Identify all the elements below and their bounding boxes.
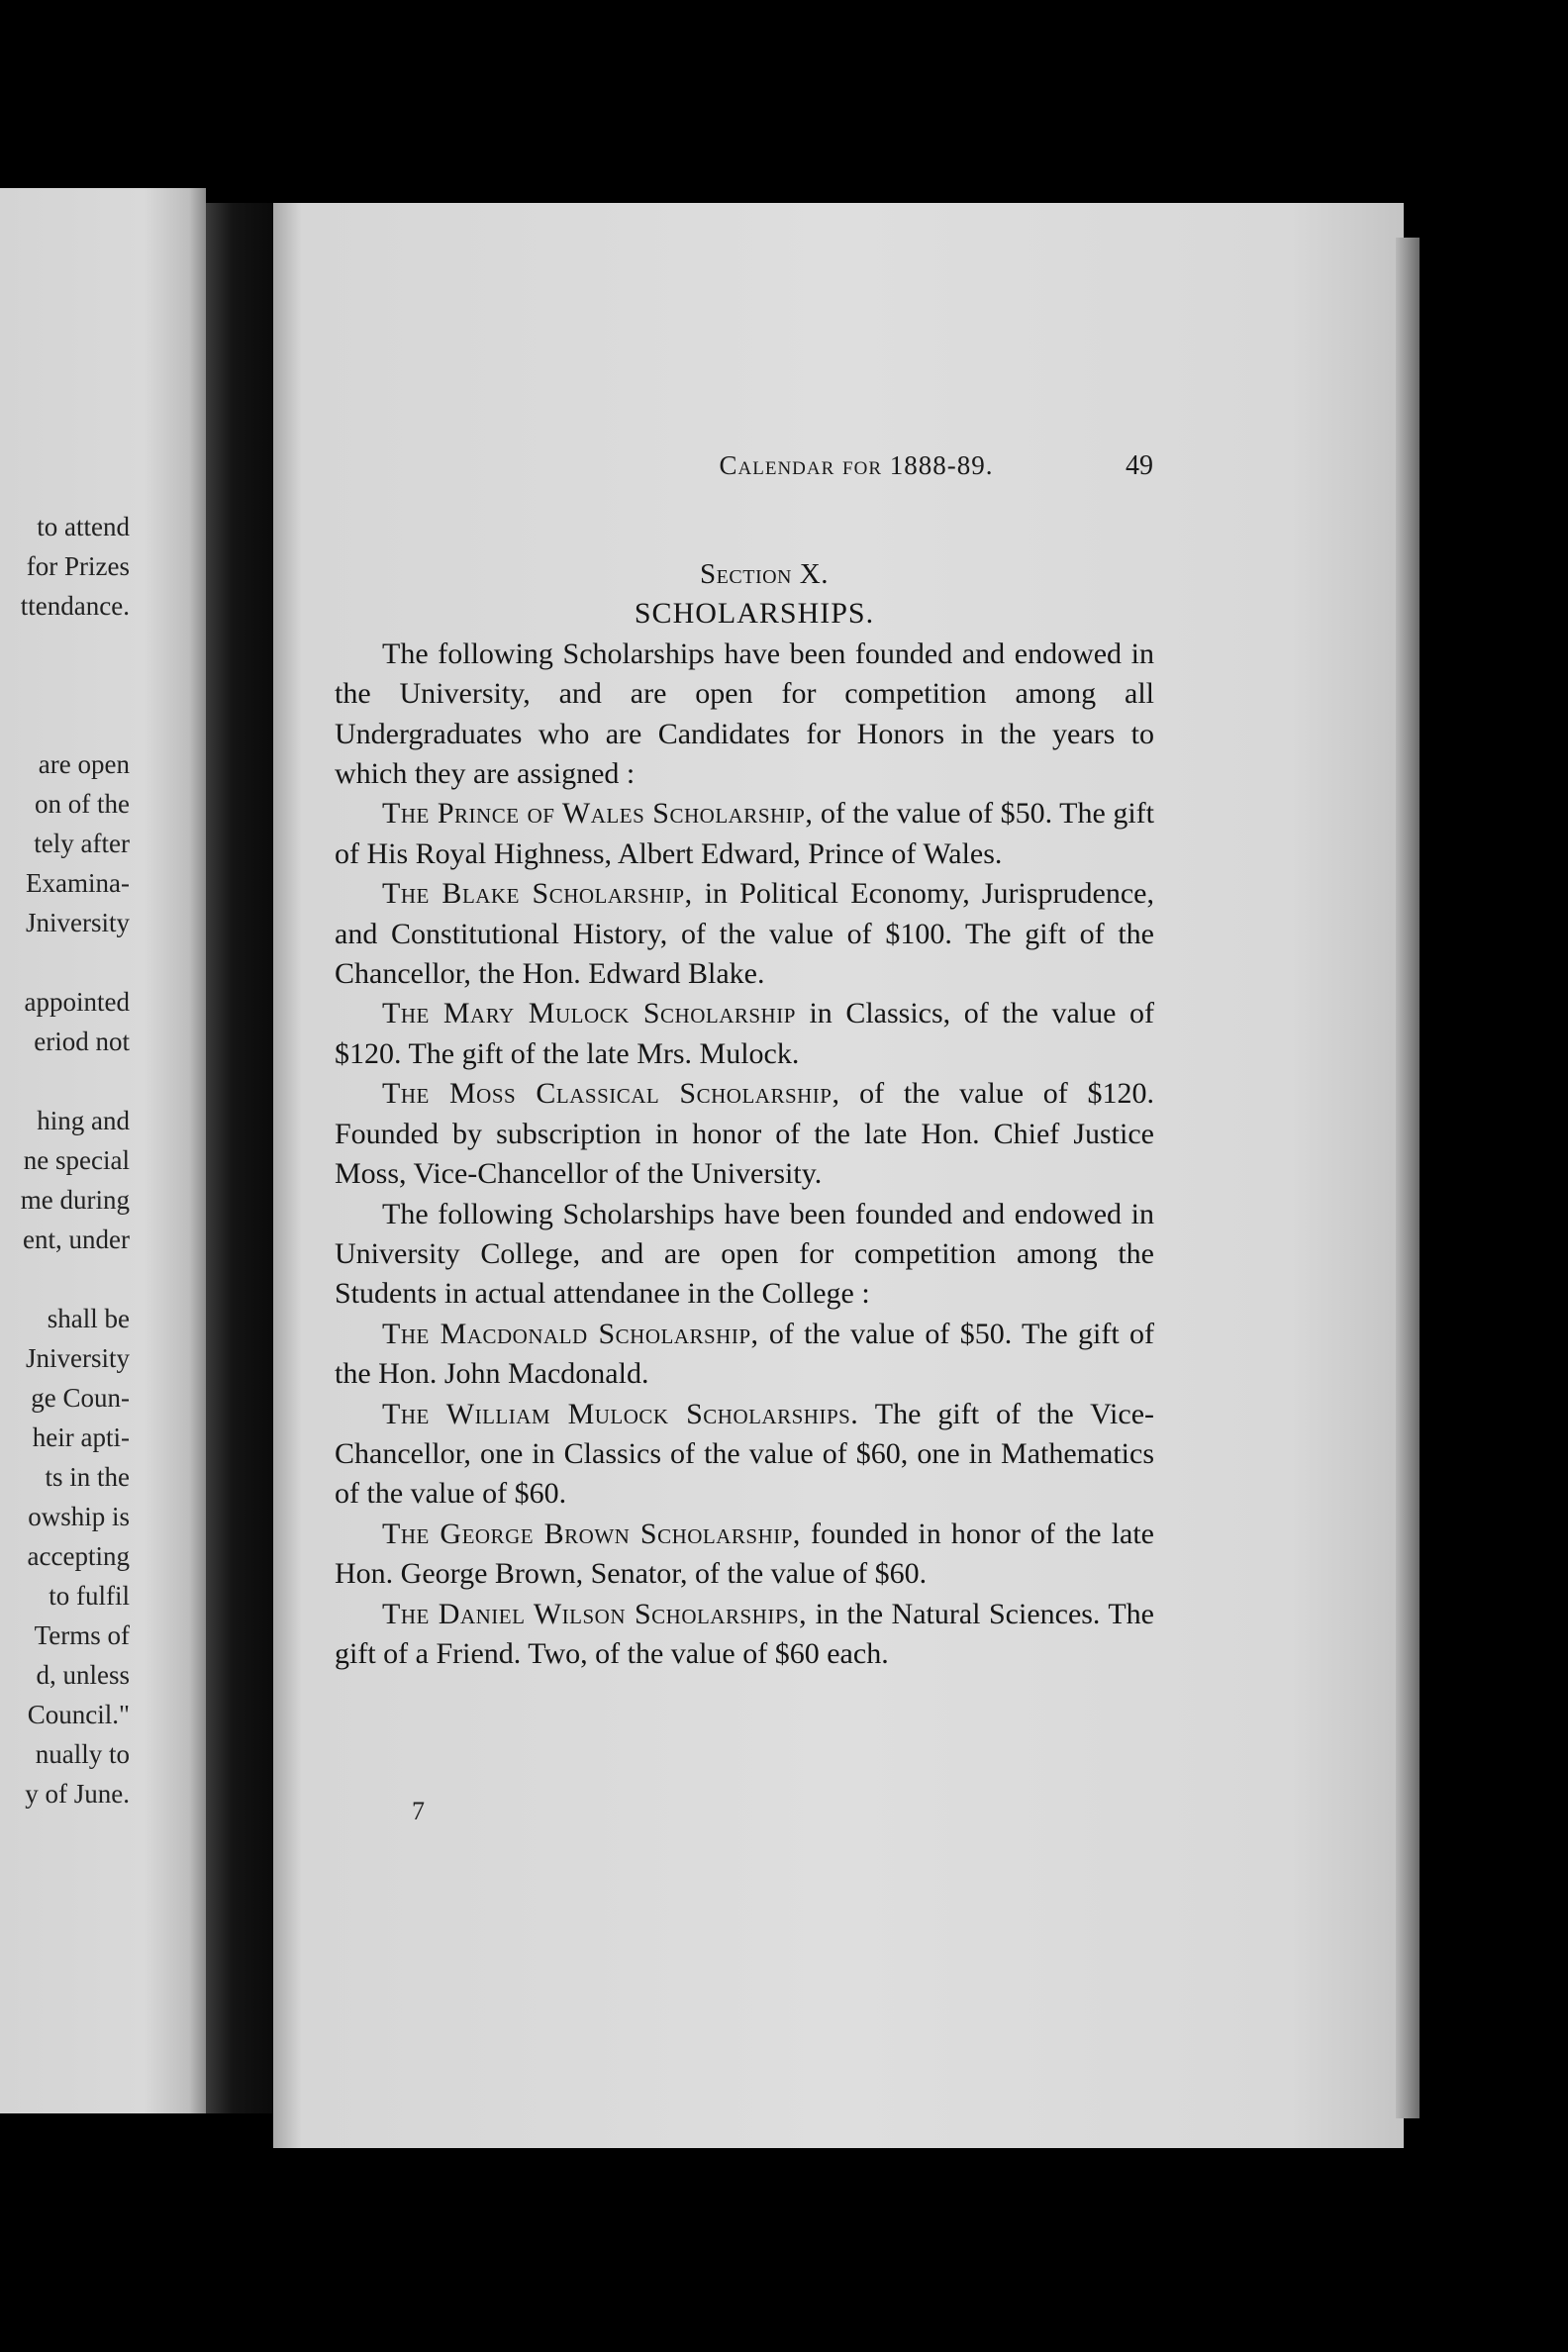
paragraph-george-brown: [335, 1515, 1154, 1595]
left-page-line: shall be: [47, 1304, 130, 1333]
left-page-line: ne special: [23, 1145, 130, 1175]
left-page-line: heir apti-: [32, 1422, 130, 1452]
running-title: Calendar for 1888-89.: [719, 450, 994, 480]
left-page-line: hing and: [37, 1106, 130, 1135]
section-heading: Section X.: [700, 558, 829, 590]
scholarship-name: The Prince of Wales Scholarship,: [382, 797, 814, 831]
scholarship-text: of the value of $50. The gift of His Royal Highness, Albert Edward, Prince of Wales.: [335, 797, 1154, 870]
left-page-line: appointed: [24, 987, 130, 1017]
scholarship-text: of the value of $120. Founded by subscription in honor of the late Hon. Chief Justice Moss, Vice-Chancellor of the University.: [335, 1077, 1154, 1191]
scholarship-text: in Classics, of the value of $120. The gift of the late Mrs. Mulock.: [335, 997, 1154, 1070]
scholarship-text: founded in honor of the late Hon. George Brown, Senator, of the value of $60.: [335, 1517, 1154, 1591]
scholarship-text: in the Natural Sciences. The gift of a Friend. Two, of the value of $60 each.: [335, 1597, 1154, 1670]
left-page-line: [0, 626, 130, 665]
left-page-line: Council.": [27, 1700, 130, 1729]
left-page-line: me during: [20, 1185, 130, 1215]
left-page-line: d, unless: [36, 1660, 130, 1690]
page-body: [335, 554, 1154, 1674]
left-page-line: Examina-: [26, 868, 130, 898]
left-page-line: are open: [38, 749, 130, 779]
paragraph-prince-of-wales: [335, 794, 1154, 874]
left-page-text: [0, 507, 130, 1813]
paragraph-mary-mulock: [335, 994, 1154, 1074]
left-page-line: ge Coun-: [31, 1383, 130, 1413]
left-page-line: y of June.: [25, 1779, 130, 1809]
left-page-line: Jniversity: [26, 1343, 130, 1373]
left-page-line: accepting: [27, 1541, 130, 1571]
scholarship-text: of the value of $50. The gift of the Hon. John Macdonald.: [335, 1317, 1154, 1391]
paragraph-macdonald: [335, 1315, 1154, 1395]
page-edge: [1396, 238, 1420, 2118]
scholarship-text: in Political Economy, Jurisprudence, and Constitutional History, of the value of $100. The gift of the Chancellor, the Hon. Edward Blake.: [335, 877, 1154, 991]
left-page-line: ts in the: [45, 1462, 130, 1492]
scholarship-name: The William Mulock Scholarships.: [382, 1397, 859, 1430]
left-page-line: ttendance.: [20, 591, 130, 621]
left-page-line: Jniversity: [26, 908, 130, 937]
signature-mark: 7: [412, 1797, 425, 1825]
paragraph-daniel-wilson: [335, 1595, 1154, 1675]
scholarship-name: The Macdonald Scholarship,: [382, 1317, 759, 1350]
left-page-line: tely after: [34, 829, 130, 858]
left-page-line: [0, 665, 130, 705]
left-page-line: eriod not: [34, 1027, 130, 1056]
scholarship-name: The Moss Classical Scholarship,: [382, 1077, 840, 1111]
left-page-line: [0, 1061, 130, 1101]
scholarship-text: The gift of the Vice-Chancellor, one in Classics of the value of $60, one in Mathematics of the value of $60.: [335, 1397, 1154, 1511]
left-page-line: owship is: [28, 1502, 130, 1531]
scholarship-name: The Blake Scholarship,: [382, 877, 693, 911]
left-page-line: [0, 942, 130, 982]
left-page-line: for Prizes: [26, 551, 130, 581]
left-page-line: nually to: [35, 1739, 130, 1769]
paragraph-moss: [335, 1074, 1154, 1194]
left-page-line: ent, under: [23, 1225, 130, 1254]
left-page-line: to fulfil: [49, 1581, 130, 1611]
paragraph-william-mulock: [335, 1395, 1154, 1515]
left-page-line: to attend: [37, 512, 130, 541]
paragraph-intro-university: The following Scholarships have been founded and endowed in the University, and are open for competition among all Undergraduates who are Candidates for Honors in the years to which they are assigned :: [335, 637, 1154, 791]
section-subheading: SCHOLARSHIPS.: [634, 597, 875, 631]
left-page-line: on of the: [35, 789, 130, 819]
scholarship-name: The Daniel Wilson Scholarships,: [382, 1597, 808, 1630]
left-page-line: [0, 705, 130, 744]
left-page-line: Terms of: [34, 1620, 130, 1650]
book-gutter: [206, 203, 273, 2113]
paragraph-intro-college: The following Scholarships have been founded and endowed in University College, and are open for competition among the Students in actual attendanee in the College :: [335, 1197, 1154, 1311]
running-header: [337, 450, 1326, 500]
page-number: 49: [1126, 450, 1153, 481]
left-page-line: [0, 1259, 130, 1299]
paragraph-blake: [335, 874, 1154, 994]
scholarship-name: The George Brown Scholarship,: [382, 1517, 801, 1550]
scholarship-name: The Mary Mulock Scholarship: [382, 997, 796, 1030]
